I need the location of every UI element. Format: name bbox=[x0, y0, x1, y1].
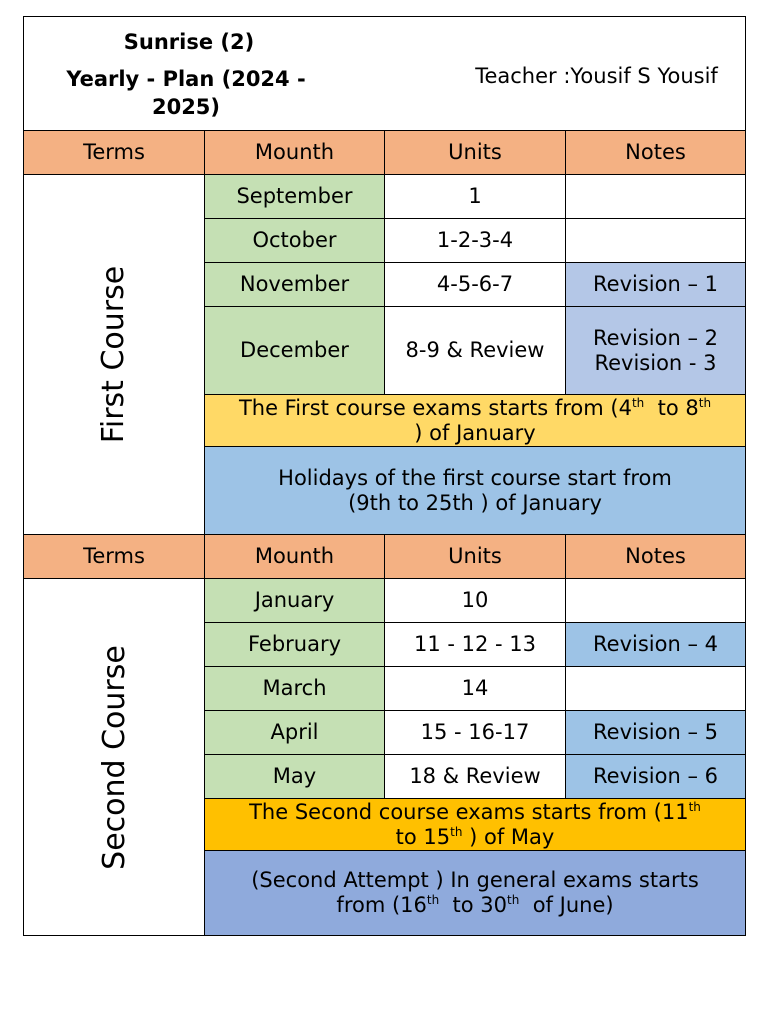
holidays-line: (9th to 25th ) of January bbox=[348, 490, 602, 515]
units-cell: 4-5-6-7 bbox=[385, 263, 566, 307]
exam-text: ) of May bbox=[462, 824, 555, 849]
second-course-exams-notice bbox=[205, 799, 745, 851]
notes-cell bbox=[566, 175, 745, 219]
month-cell: September bbox=[205, 175, 385, 219]
attempt-text: of June) bbox=[519, 893, 614, 917]
column-header-terms: Terms bbox=[24, 535, 205, 579]
notes-line: Revision – 2 bbox=[593, 325, 718, 350]
notes-cell: Revision – 5 bbox=[566, 711, 745, 755]
second-attempt-notice bbox=[205, 851, 745, 935]
notes-cell bbox=[566, 579, 745, 623]
holidays-line: Holidays of the first course start from bbox=[278, 465, 672, 490]
exam-sup: th bbox=[450, 824, 463, 839]
column-header-month: Mounth bbox=[205, 131, 385, 175]
column-header-notes: Notes bbox=[566, 131, 745, 175]
units-cell: 18 & Review bbox=[385, 755, 566, 799]
notes-cell bbox=[566, 667, 745, 711]
term-label-second-course bbox=[24, 579, 205, 935]
month-cell: October bbox=[205, 219, 385, 263]
teacher-name: Teacher :Yousif S Yousif bbox=[475, 64, 718, 88]
month-cell: December bbox=[205, 307, 385, 395]
units-cell: 15 - 16-17 bbox=[385, 711, 566, 755]
exam-text: The First course exams starts from (4 bbox=[238, 395, 632, 420]
units-cell: 10 bbox=[385, 579, 566, 623]
column-header-terms: Terms bbox=[24, 131, 205, 175]
yearly-plan-table bbox=[23, 16, 746, 936]
plan-title: Yearly - Plan (2024 - 2025) bbox=[66, 67, 306, 119]
month-cell: May bbox=[205, 755, 385, 799]
month-cell: November bbox=[205, 263, 385, 307]
column-header-units: Units bbox=[385, 535, 566, 579]
notes-cell: Revision – 4 bbox=[566, 623, 745, 667]
units-cell: 8-9 & Review bbox=[385, 307, 566, 395]
column-header-units: Units bbox=[385, 131, 566, 175]
attempt-sup: th bbox=[426, 893, 440, 907]
exam-text: The Second course exams starts from (11 bbox=[249, 799, 689, 824]
attempt-sup: th bbox=[507, 893, 520, 907]
units-cell: 14 bbox=[385, 667, 566, 711]
exam-sup: th bbox=[631, 395, 645, 410]
month-cell: April bbox=[205, 711, 385, 755]
attempt-text: from (16 bbox=[336, 893, 427, 917]
units-cell: 1 bbox=[385, 175, 566, 219]
attempt-text: to 30 bbox=[439, 893, 508, 917]
attempt-line: (Second Attempt ) In general exams starts bbox=[251, 868, 699, 892]
first-course-holidays-notice bbox=[205, 447, 745, 535]
notes-cell: Revision – 1 bbox=[566, 263, 745, 307]
exam-text: to 15 bbox=[395, 824, 451, 849]
month-cell: March bbox=[205, 667, 385, 711]
notes-cell: Revision – 6 bbox=[566, 755, 745, 799]
units-cell: 11 - 12 - 13 bbox=[385, 623, 566, 667]
exam-sup: th bbox=[698, 395, 712, 410]
school-name: Sunrise (2) bbox=[123, 30, 255, 54]
term-label-first-course bbox=[24, 175, 205, 535]
notes-cell bbox=[566, 219, 745, 263]
term-first-course-text: First Course bbox=[96, 265, 132, 444]
month-cell: January bbox=[205, 579, 385, 623]
month-cell: February bbox=[205, 623, 385, 667]
attempt-line bbox=[336, 893, 613, 918]
term-second-course-text: Second Course bbox=[96, 644, 132, 870]
notes-line: Revision - 3 bbox=[594, 350, 717, 375]
exam-text: to 8 bbox=[644, 395, 699, 420]
first-course-exams-notice bbox=[205, 395, 745, 447]
exam-sup: th bbox=[688, 799, 701, 814]
column-header-notes: Notes bbox=[566, 535, 745, 579]
exam-text: ) of January bbox=[414, 420, 536, 445]
document-header bbox=[24, 17, 745, 131]
units-cell: 1-2-3-4 bbox=[385, 219, 566, 263]
notes-cell bbox=[566, 307, 745, 395]
column-header-month: Mounth bbox=[205, 535, 385, 579]
